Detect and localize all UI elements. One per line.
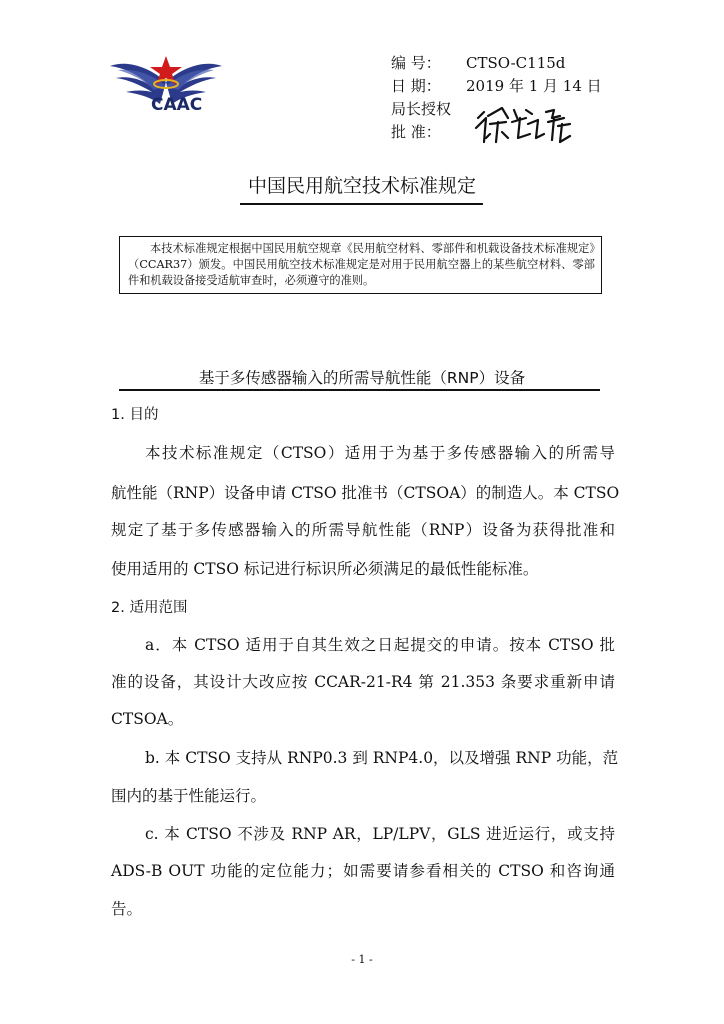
item-c-line-3: 告。 — [111, 900, 143, 918]
number-value: CTSO-C115d — [466, 54, 566, 72]
section-1-line-4: 使用适用的 CTSO 标记进行标识所必须满足的最低性能标准。 — [111, 560, 539, 578]
item-b-line-1: b. 本 CTSO 支持从 RNP0.3 到 RNP4.0，以及增强 RNP 功能，范 — [145, 749, 619, 767]
auth-label: 局长授权 — [391, 100, 452, 118]
notice-box: 本技术标准规定根据中国民用航空规章《民用航空材料、零部件和机载设备技术标准规定》（CCAR37）颁发。中国民用航空技术标准规定是对用于民用航空器上的某些航空材料、零部件和机载设备接受适航审查时，必须遵守的准则。 — [119, 236, 602, 294]
document-title-underline — [119, 389, 600, 391]
signature-icon — [474, 104, 574, 146]
main-title: 中国民用航空技术标准规定 — [247, 175, 476, 197]
item-a-line-1: a．本 CTSO 适用于自其生效之日起提交的申请。按本 CTSO 批 — [145, 636, 615, 654]
section-2-heading: 2. 适用范围 — [111, 600, 188, 616]
item-b-line-2: 围内的基于性能运行。 — [111, 787, 267, 805]
item-a-line-2: 准的设备，其设计大改应按 CCAR-21-R4 第 21.353 条要求重新申请 — [111, 673, 615, 691]
section-1-line-2: 航性能（RNP）设备申请 CTSO 批准书（CTSOA）的制造人。本 CTSO — [111, 484, 620, 502]
section-1-heading: 1. 目的 — [111, 407, 159, 423]
meta-date-row — [391, 75, 602, 98]
title-underline — [240, 203, 483, 205]
meta-number-row — [391, 52, 602, 75]
logo-text: CAAC — [151, 95, 203, 115]
document-title: 基于多传感器输入的所需导航性能（RNP）设备 — [198, 369, 526, 387]
item-c-line-2: ADS-B OUT 功能的定位能力；如需要请参看相关的 CTSO 和咨询通 — [111, 862, 615, 880]
date-value: 2019 年 1 月 14 日 — [466, 77, 602, 95]
section-1-line-1: 本技术标准规定（CTSO）适用于为基于多传感器输入的所需导 — [145, 444, 615, 462]
item-a-line-3: CTSOA。 — [111, 710, 184, 728]
number-label: 编 号： — [391, 54, 441, 72]
date-label: 日 期： — [391, 77, 441, 95]
item-c-line-1: c. 本 CTSO 不涉及 RNP AR，LP/LPV，GLS 进近运行，或支持 — [145, 825, 615, 843]
approve-label: 批 准： — [391, 123, 441, 141]
handwritten-signature — [474, 104, 574, 146]
page-number: - 1 - — [351, 953, 373, 966]
section-1-line-3: 规定了基于多传感器输入的所需导航性能（RNP）设备为获得批准和 — [111, 521, 615, 539]
